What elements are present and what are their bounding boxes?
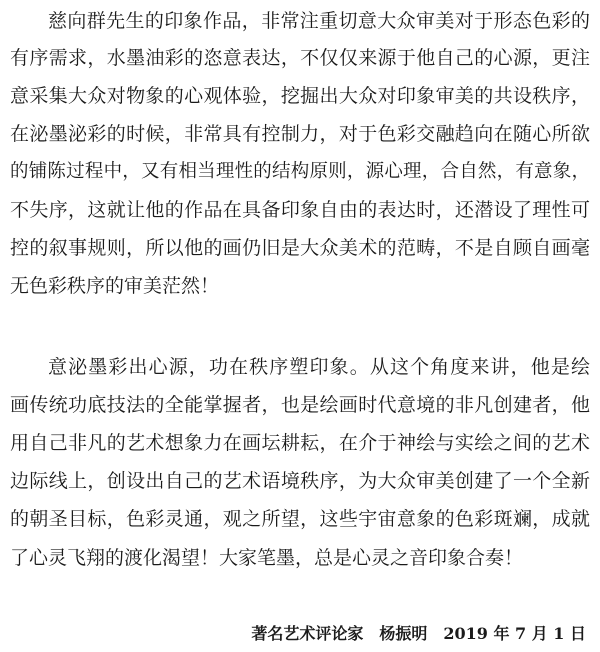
paragraph-line: 了心灵飞翔的渡化渴望！大家笔墨，总是心灵之音印象合奏！ bbox=[10, 547, 524, 569]
paragraph-line: 意泌墨彩出心源，功在秩序塑印象。从这个角度来讲，他是绘 bbox=[48, 356, 590, 378]
paragraph-line: 不失序，这就让他的作品在具备印象自由的表达时，还潜设了理性可 bbox=[10, 199, 590, 221]
paragraph-line: 在泌墨泌彩的时候，非常具有控制力，对于色彩交融趋向在随心所欲 bbox=[10, 123, 590, 145]
paragraph-line: 慈向群先生的印象作品，非常注重切意大众审美对于形态色彩的 bbox=[48, 10, 590, 32]
paragraph-line: 控的叙事规则，所以他的画仍旧是大众美术的范畴，不是自顾自画毫 bbox=[10, 237, 590, 259]
paragraph-line: 边际线上，创设出自己的艺术语境秩序，为大众审美创建了一个全新 bbox=[10, 470, 590, 492]
paragraph-line: 有序需求，水墨油彩的恣意表达，不仅仅来源于他自己的心源，更注 bbox=[10, 47, 590, 69]
author-signature: 著名艺术评论家 杨振明 2019 年 7 月 1 日 bbox=[251, 624, 586, 643]
paragraph-line: 画传统功底技法的全能掌握者，也是绘画时代意境的非凡创建者，他 bbox=[10, 394, 590, 416]
paragraph-line: 用自己非凡的艺术想象力在画坛耕耘，在介于神绘与实绘之间的艺术 bbox=[10, 432, 590, 454]
paragraph-line: 无色彩秩序的审美茫然！ bbox=[10, 275, 220, 297]
paragraph-line: 的铺陈过程中，又有相当理性的结构原则，源心理，合自然，有意象， bbox=[10, 161, 590, 182]
paragraph-line: 意采集大众对物象的心观体验，挖掘出大众对印象审美的共设秩序， bbox=[10, 85, 590, 107]
paragraph-line: 的朝圣目标，色彩灵通，观之所望，这些宇宙意象的色彩斑斓，成就 bbox=[10, 508, 590, 530]
